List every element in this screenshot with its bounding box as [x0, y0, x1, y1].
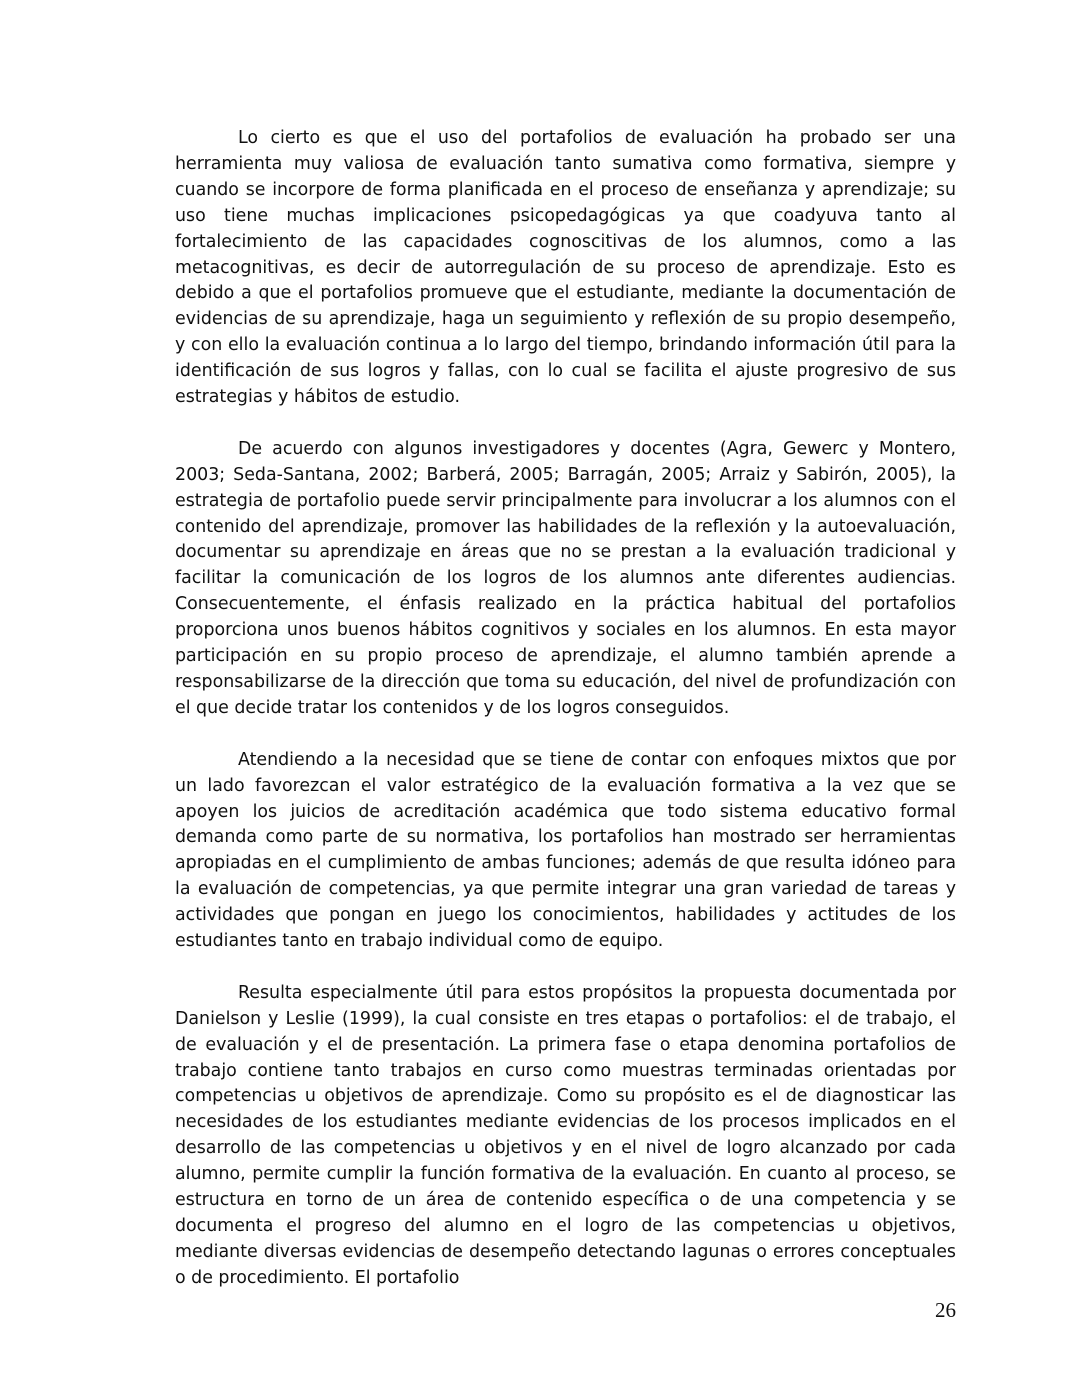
paragraph-2: De acuerdo con algunos investigadores y docentes (Agra, Gewerc y Montero, 2003; Seda-Santana, 2002; Barberá, 2005; Barragán, 2005; Arraiz y Sabirón, 2005), la estrategia de portafolio puede servir principalmente para involucrar a los alumnos con el contenido del aprendizaje, promover las habilidades de la reflexión y la autoevaluación, documentar su aprendizaje en áreas que no se prestan a la evaluación tradicional y facilitar la comunicación de los logros de los alumnos ante diferentes audiencias. Consecuentemente, el énfasis realizado en la práctica habitual del portafolios proporciona unos buenos hábitos cognitivos y sociales en los alumnos. En esta mayor participación en su propio proceso de aprendizaje, el alumno también aprende a responsabilizarse de la dirección que toma su educación, del nivel de profundización con el que decide tratar los contenidos y de los logros conseguidos. — [175, 438, 956, 718]
paragraph-1: Lo cierto es que el uso del portafolios de evaluación ha probado ser una herramienta muy valiosa de evaluación tanto sumativa como formativa, siempre y cuando se incorpore de forma planificada en el proceso de enseñanza y aprendizaje; su uso tiene muchas implicaciones psicopedagógicas ya que coadyuva tanto al fortalecimiento de las capacidades cognoscitivas de los alumnos, como a las metacognitivas, es decir de autorregulación de su proceso de aprendizaje. Esto es debido a que el portafolios promueve que el estudiante, mediante la documentación de evidencias de su aprendizaje, haga un seguimiento y reflexión de su propio desempeño, y con ello la evaluación continua a lo largo del tiempo, brindando información útil para la identificación de sus logros y fallas, con lo cual se facilita el ajuste progresivo de sus estrategias y hábitos de estudio. — [175, 128, 956, 408]
body-text — [175, 126, 956, 1292]
paragraph-4: Resulta especialmente útil para estos propósitos la propuesta documentada por Danielson y Leslie (1999), la cual consiste en tres etapas o portafolios: el de trabajo, el de evaluación y el de presentación. La primera fase o etapa denomina portafolios de trabajo contiene tanto trabajos en curso como muestras terminadas orientadas por competencias u objetivos de aprendizaje. Como su propósito es el de diagnosticar las necesidades de los estudiantes mediante evidencias de los procesos implicados en el desarrollo de las competencias u objetivos y en el nivel de logro alcanzado por cada alumno, permite cumplir la función formativa de la evaluación. En cuanto al proceso, se estructura en torno de un área de contenido específica o de una competencia y se documenta el progreso del alumno en el logro de las competencias u objetivos, mediante diversas evidencias de desempeño detectando lagunas o errores conceptuales o de procedimiento. El portafolio — [175, 982, 956, 1288]
paragraph-3: Atendiendo a la necesidad que se tiene de contar con enfoques mixtos que por un lado favorezcan el valor estratégico de la evaluación formativa a la vez que se apoyen los juicios de acreditación académica que todo sistema educativo formal demanda como parte de su normativa, los portafolios han mostrado ser herramientas apropiadas en el cumplimiento de ambas funciones; además de que resulta idóneo para la evaluación de competencias, ya que permite integrar una gran variedad de tareas y actividades que pongan en juego los conocimientos, habilidades y actitudes de los estudiantes tanto en trabajo individual como de equipo. — [175, 749, 956, 952]
page-number: 26 — [935, 1298, 956, 1322]
